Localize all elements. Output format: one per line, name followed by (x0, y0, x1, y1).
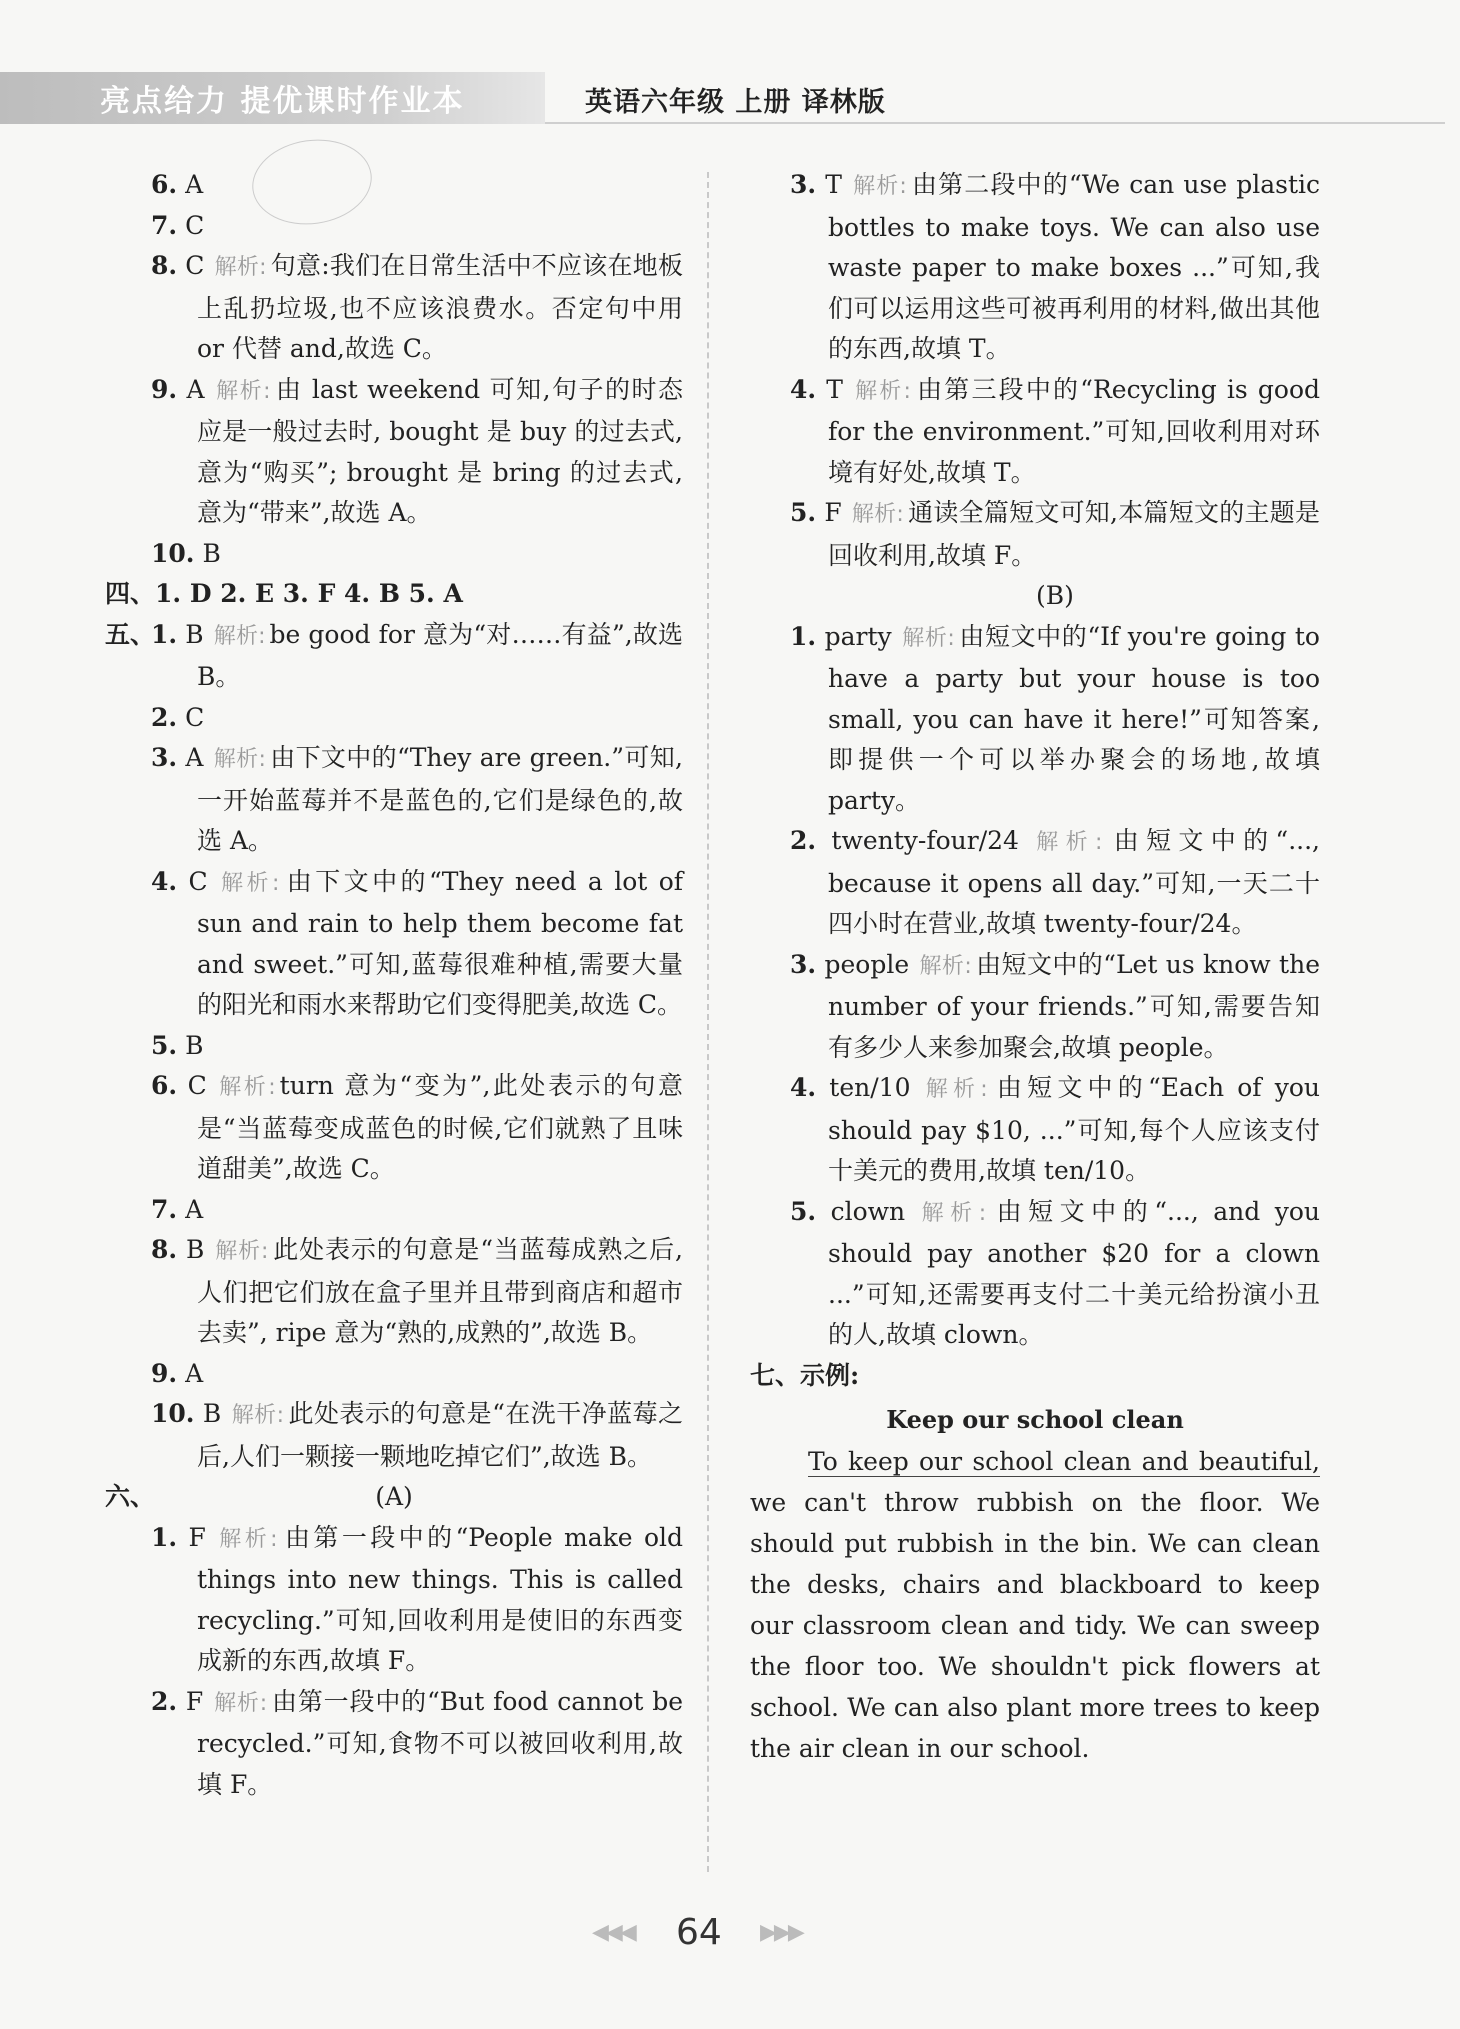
explanation-text: 此处表示的句意是“当蓝莓成熟之后,人们把它们放在盒子里并且带到商店和超市去卖”, ripe 意为“熟的,成熟的”,故选 B。 (197, 1235, 683, 1347)
item-answer: party (824, 621, 892, 651)
item-answer: F (185, 1686, 204, 1716)
next-arrows-icon: ▶▶▶ (760, 1920, 802, 1945)
item-number: 1. (151, 619, 178, 649)
answer-item (151, 1518, 683, 1682)
item-number: 2. (151, 702, 178, 732)
explanation-text: 由短文中的“..., and you should pay another $20 for a clown ...”可知,还需要再支付二十美元给扮演小丑的人,故填 clown。 (828, 1196, 1320, 1349)
explanation-text: 由第一段中的“But food cannot be recycled.”可知,食物不可以被回收利用,故填 F。 (197, 1686, 683, 1799)
item-number: 4. (790, 374, 817, 404)
item-answer: C (185, 702, 205, 732)
item-number: 4. (790, 1073, 817, 1102)
item-number: 3. (151, 743, 178, 772)
explanation-text: 此处表示的句意是“在洗干净蓝莓之后,人们一颗接一颗地吃掉它们”,故选 B。 (197, 1399, 683, 1471)
item-answer: T (825, 170, 842, 199)
section-6a (105, 1477, 683, 1805)
item-number: 8. (151, 1235, 178, 1264)
item-answer: B (185, 619, 204, 649)
answer-item (151, 246, 683, 370)
answer-item (151, 165, 683, 206)
explanation-text: 通读全篇短文可知,本篇短文的主题是回收利用,故填 F。 (828, 498, 1320, 570)
item-number: 10. (151, 538, 195, 568)
book-title: 亮点给力 提优课时作业本 (100, 84, 465, 119)
explanation-text: 由短文中的“Let us know the number of your friends.”可知,需要告知有多少人来参加聚会,故填 people。 (828, 949, 1321, 1062)
header-rule (545, 122, 1445, 124)
explanation-tag: 解析: (214, 378, 271, 404)
item-number: 5. (790, 498, 817, 527)
answer-item (151, 370, 683, 534)
item-answer: C (188, 866, 208, 896)
section-6-label: 六、 (105, 1482, 156, 1511)
item-answer: B (202, 1399, 222, 1428)
answer-item (151, 1682, 683, 1806)
explanation-tag: 解析: (852, 378, 911, 404)
explanation-text: 由短文中的“If you're going to have a party but your house is too small, you can have it here!”可知答案,即提供一个可以举办聚会的场地,故填 party。 (828, 621, 1320, 815)
answer-item (151, 1026, 683, 1067)
page-header (0, 0, 1460, 128)
item-number: 6. (151, 170, 178, 199)
section-4-answers: 1. D 2. E 3. F 4. B 5. A (155, 579, 463, 608)
section-5-label: 五、 (105, 619, 156, 649)
explanation-text: 由下文中的“They are green.”可知,一开始蓝莓并不是蓝色的,它们是绿色的,故选 A。 (197, 743, 683, 855)
explanation-text: 由第三段中的“Recycling is good for the environment.”可知,回收利用对环境有好处,故填 T。 (828, 374, 1321, 487)
explanation-tag: 解析: (213, 747, 266, 772)
section-4 (105, 574, 683, 615)
item-number: 5. (790, 1196, 817, 1226)
section-7-label: 七、示例: (750, 1360, 860, 1390)
answer-item (790, 1192, 1320, 1356)
prev-arrows-icon: ◀◀◀ (592, 1920, 634, 1945)
answer-item (151, 738, 683, 862)
item-answer: A (185, 743, 204, 772)
item-number: 1. (151, 1522, 178, 1552)
item-number: 2. (790, 826, 817, 855)
item-answer: B (185, 1030, 204, 1060)
item-number: 5. (151, 1030, 178, 1060)
section-4-label: 四、 (105, 579, 156, 608)
item-answer: people (824, 949, 910, 979)
item-answer: A (186, 374, 205, 404)
section-7 (750, 1356, 1320, 1769)
answer-item (151, 1354, 683, 1395)
item-number: 2. (151, 1686, 178, 1716)
item-answer: A (185, 1194, 204, 1224)
explanation-text: 由短文中的“Each of you should pay $10, ...”可知,每个人应该支付十美元的费用,故填 ten/10。 (828, 1073, 1320, 1185)
item-number: 3. (790, 949, 817, 979)
item-number: 4. (151, 866, 178, 896)
explanation-tag: 解析: (231, 1403, 285, 1428)
explanation-text: be good for 意为“对……有益”,故选 B。 (197, 619, 683, 691)
item-answer: clown (830, 1196, 906, 1226)
answer-item (790, 165, 1320, 370)
essay-title: Keep our school clean (886, 1405, 1184, 1434)
explanation-tag: 解析: (901, 625, 955, 651)
right-column (750, 165, 1321, 1769)
section-6b-label: (B) (1036, 581, 1074, 610)
explanation-text: 句意:我们在日常生活中不应该在地板上乱扔垃圾,也不应该浪费水。否定句中用 or 代替 and,故选 C。 (197, 251, 683, 363)
explanation-text: 由第一段中的“People make old things into new things. This is called recycling.”可知,回收利用是使旧的东西变成新的东西,故填 F。 (197, 1522, 683, 1675)
explanation-tag: 解析: (851, 502, 904, 527)
left-column (105, 165, 683, 1805)
answer-item (151, 206, 683, 247)
explanation-tag: 解析: (214, 255, 267, 280)
answer-item (151, 1066, 683, 1190)
item-number: 10. (151, 1399, 195, 1428)
page-number: 64 (676, 1912, 722, 1953)
item-answer: B (202, 538, 221, 568)
explanation-text: 由短文中的“..., because it opens all day.”可知,一天二十四小时在营业,故填 twenty-four/24。 (828, 826, 1320, 938)
answer-item (151, 1230, 683, 1354)
section-6a-label: (A) (375, 1482, 413, 1511)
item-answer: ten/10 (829, 1073, 911, 1102)
explanation-text: 由 last weekend 可知,句子的时态应是一般过去时, bought 是 buy 的过去式,意为“购买”; brought 是 bring 的过去式,意为“带来”,故选 A。 (197, 374, 683, 527)
answer-item (790, 1068, 1320, 1192)
answer-item (151, 1190, 683, 1231)
item-answer: twenty-four/24 (831, 826, 1019, 855)
essay-first-sentence: To keep our school clean and beautiful, (808, 1446, 1320, 1476)
item-answer: C (185, 251, 205, 280)
section-3-continued (105, 165, 683, 574)
item-answer: A (185, 170, 204, 199)
explanation-text: 由第二段中的“We can use plastic bottles to make toys. We can also use waste paper to make boxes ...”可知,我们可以运用这些可被再利用的材料,做出其他的东西,故填 T。 (828, 170, 1320, 363)
explanation-tag: 解析: (215, 1526, 278, 1552)
explanation-text: 由下文中的“They need a lot of sun and rain to help them become fat and sweet.”可知,蓝莓很难种植,需要大量的阳光和雨水来帮助它们变得肥美,故选 C。 (197, 866, 683, 1019)
explanation-tag: 解析: (214, 1239, 269, 1264)
explanation-tag: 解析: (217, 870, 280, 896)
essay-rest: we can't throw rubbish on the floor. We should put rubbish in the bin. We can clean the desks, chairs and blackboard to keep our classroom clean and tidy. We can sweep the floor too. We shouldn't pick flowers at school. We can also plant more trees to keep the air clean in our school. (750, 1487, 1320, 1763)
item-number: 6. (151, 1071, 178, 1100)
explanation-tag: 解析: (919, 953, 972, 979)
section-5 (105, 615, 683, 1478)
item-answer: F (824, 498, 842, 527)
column-divider (707, 172, 709, 1872)
explanation-tag: 解析: (1028, 830, 1103, 855)
item-answer: T (826, 374, 843, 404)
book-subtitle: 英语六年级 上册 译林版 (585, 87, 886, 118)
explanation-tag: 解析: (216, 1075, 276, 1100)
item-number: 7. (151, 1194, 178, 1224)
answer-item (790, 821, 1320, 945)
answer-item (151, 615, 683, 698)
item-answer: A (185, 1358, 204, 1388)
section-6a-continued (790, 165, 1320, 576)
answer-item (790, 617, 1320, 822)
answer-item (151, 534, 683, 575)
essay-body (750, 1441, 1320, 1769)
answer-item (790, 945, 1320, 1069)
item-number: 3. (790, 170, 817, 199)
item-number: 9. (151, 1358, 178, 1388)
answer-item (151, 862, 683, 1026)
item-answer: B (185, 1235, 205, 1264)
answer-item (790, 493, 1320, 576)
item-number: 9. (151, 374, 178, 404)
item-number: 8. (151, 251, 178, 280)
item-answer: C (187, 1071, 207, 1100)
item-answer: F (188, 1522, 206, 1552)
explanation-tag: 解析: (915, 1200, 987, 1226)
item-number: 1. (790, 621, 817, 651)
explanation-tag: 解析: (920, 1077, 988, 1102)
item-number: 7. (151, 210, 178, 240)
section-6b (790, 617, 1320, 1356)
answer-item (151, 1394, 683, 1477)
answer-item (790, 370, 1320, 494)
explanation-tag: 解析: (213, 1690, 268, 1716)
explanation-tag: 解析: (851, 174, 907, 199)
explanation-text: turn 意为“变为”,此处表示的句意是“当蓝莓变成蓝色的时候,它们就熟了且味道甜美”,故选 C。 (197, 1071, 683, 1183)
explanation-tag: 解析: (213, 623, 266, 649)
answer-item (151, 698, 683, 739)
item-answer: C (185, 210, 205, 240)
